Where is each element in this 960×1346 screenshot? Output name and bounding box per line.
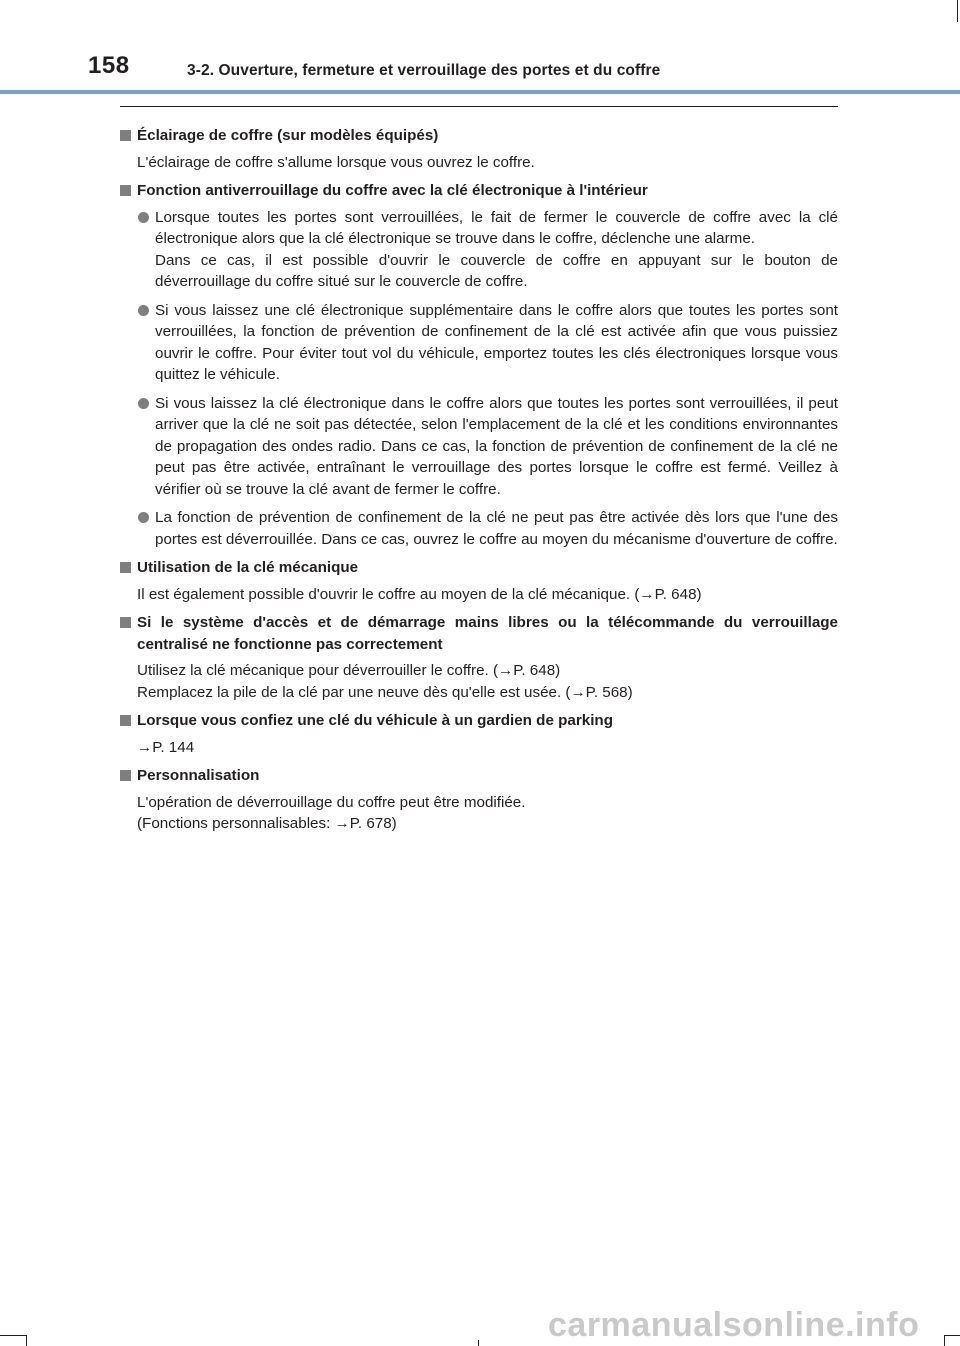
bullet-text: La fonction de prévention de confinement de la clé ne peut pas être activée dès lors que l'une des portes est déverrouillée. Dans ce cas, ouvrez le coffre au moyen du mécanisme d'ouverture de coffre. <box>155 509 838 548</box>
page-content <box>118 125 838 842</box>
bullet-item <box>118 300 838 386</box>
section-heading: Personnalisation <box>137 767 260 784</box>
section-heading: Fonction antiverrouillage du coffre avec la clé électronique à l'intérieur <box>137 182 648 199</box>
section-mechanical-key <box>118 557 838 605</box>
section-heading: Si le système d'accès et de démarrage mains libres ou la télécommande du verrouillage centralisé ne fonctionne pas correctement <box>137 614 838 653</box>
section-text: L'opération de déverrouillage du coffre peut être modifiée. <box>137 793 526 811</box>
section-valet-key <box>118 710 838 758</box>
bullet-text: Lorsque toutes les portes sont verrouillées, le fait de fermer le couvercle de coffre avec la clé électronique alors que la clé électronique se trouve dans le coffre, déclenche une alarme. <box>155 208 838 247</box>
section-text: Il est également possible d'ouvrir le coffre au moyen de la clé mécanique. (→P. 648) <box>137 585 702 603</box>
section-heading: Lorsque vous confiez une clé du véhicule à un gardien de parking <box>137 712 613 729</box>
section-text: Utilisez la clé mécanique pour déverrouiller le coffre. (→P. 648) <box>137 662 561 679</box>
circle-bullet-icon <box>138 212 149 223</box>
section-text: L'éclairage de coffre s'allume lorsque vous ouvrez le coffre. <box>137 153 535 171</box>
content-divider <box>120 106 838 107</box>
square-bullet-icon <box>120 715 131 726</box>
square-bullet-icon <box>120 130 131 141</box>
section-text: (Fonctions personnalisables: →P. 678) <box>137 815 397 832</box>
crop-mark <box>478 1340 479 1346</box>
square-bullet-icon <box>120 770 131 781</box>
crop-mark <box>26 1335 27 1346</box>
section-customization <box>118 765 838 835</box>
square-bullet-icon <box>120 185 131 196</box>
bullet-item <box>118 393 838 501</box>
header-divider <box>0 90 960 94</box>
square-bullet-icon <box>120 562 131 573</box>
page-header <box>0 0 960 92</box>
circle-bullet-icon <box>138 512 149 523</box>
circle-bullet-icon <box>138 305 149 316</box>
section-system-malfunction <box>118 612 838 703</box>
bullet-text-continued: Dans ce cas, il est possible d'ouvrir le couvercle de coffre en appuyant sur le bouton de déverrouillage du coffre situé sur le couvercle de coffre. <box>155 251 838 290</box>
section-lock-prevention <box>118 180 838 550</box>
crop-mark <box>944 1335 945 1346</box>
crop-mark <box>957 0 958 22</box>
watermark: carmanualsonline.info <box>548 1306 920 1344</box>
bullet-text: Si vous laissez une clé électronique supplémentaire dans le coffre alors que toutes les portes sont verrouillées, la fonction de prévention de confinement de la clé est activée afin que vous puissiez ouvrir le coffre. Pour éviter tout vol du véhicule, emportez toutes les clés électroniques lorsque vous quittez le véhicule. <box>155 301 838 383</box>
section-text: Remplacez la pile de la clé par une neuve dès qu'elle est usée. (→P. 568) <box>137 683 633 701</box>
page-reference-link[interactable]: →P. 144 <box>137 738 195 756</box>
bullet-item <box>118 507 838 550</box>
chapter-title: 3-2. Ouverture, fermeture et verrouillage des portes et du coffre <box>187 62 661 79</box>
bullet-text: Si vous laissez la clé électronique dans le coffre alors que toutes les portes sont verrouillées, il peut arriver que la clé ne soit pas détectée, selon l'emplacement de la clé et les conditions environnantes de propagation des ondes radio. Dans ce cas, la fonction de prévention de confinement de la clé ne peut pas être activée, entraînant le verrouillage des portes lorsque le coffre est fermé. Veillez à vérifier où se trouve la clé avant de fermer le coffre. <box>155 394 838 498</box>
square-bullet-icon <box>120 617 131 628</box>
page-number: 158 <box>88 52 130 79</box>
crop-mark <box>0 1335 26 1336</box>
section-heading: Utilisation de la clé mécanique <box>137 559 359 576</box>
section-heading: Éclairage de coffre (sur modèles équipés) <box>137 127 439 144</box>
crop-mark <box>944 1335 960 1336</box>
circle-bullet-icon <box>138 398 149 409</box>
section-trunk-light <box>118 125 838 173</box>
bullet-item <box>118 207 838 293</box>
